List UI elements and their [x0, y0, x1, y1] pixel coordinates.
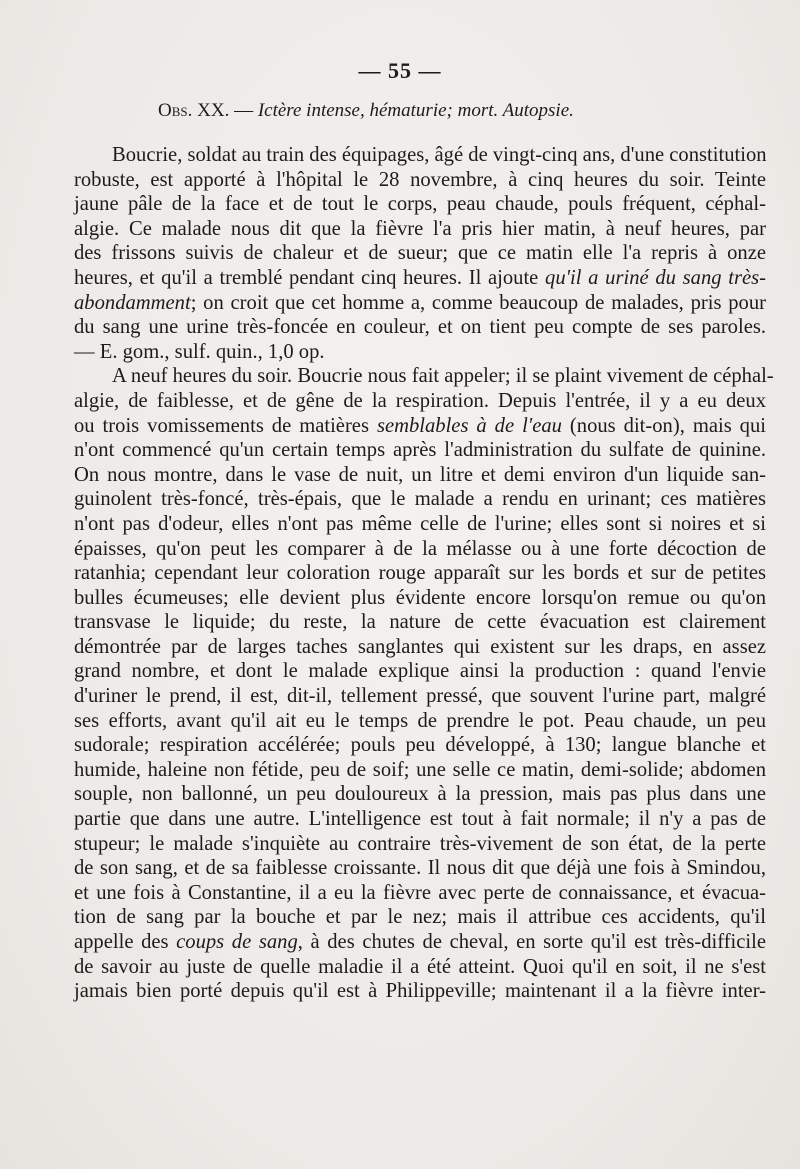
text-line: grand nombre, et dont le malade explique ainsi la production : quand l'envie — [74, 660, 766, 683]
text-line: tion de sang par la bouche et par le nez; mais il attribue ces accidents, qu'il — [74, 906, 766, 929]
text-line: souple, non ballonné, un peu douloureux à la pression, mais pas plus dans une — [74, 783, 766, 806]
text-line: abondamment; on croit que cet homme a, comme beaucoup de malades, pris pour — [74, 291, 766, 314]
observation-label: Obs. XX. — — [158, 100, 254, 121]
text-line: guinolent très-foncé, très-épais, que le malade a rendu en urinant; ces matières — [74, 488, 766, 511]
observation-heading — [158, 100, 574, 122]
text-line: ses efforts, avant qu'il ait eu le temps de prendre le pot. Peau chaude, un peu — [74, 709, 766, 732]
text-line: robuste, est apporté à l'hôpital le 28 novembre, à cinq heures du soir. Teinte — [74, 168, 766, 191]
text-line: algie. Ce malade nous dit que la fièvre l'a pris hier matin, à neuf heures, par — [74, 217, 766, 240]
body-text — [74, 143, 774, 1004]
text-line: et une fois à Constantine, il a eu la fièvre avec perte de connaissance, et évacua- — [74, 881, 766, 904]
text-line: partie que dans une autre. L'intelligence est tout à fait normale; il n'y a pas de — [74, 808, 766, 831]
text-line: A neuf heures du soir. Boucrie nous fait appeler; il se plaint vivement de céphal- — [112, 365, 774, 388]
text-line: Boucrie, soldat au train des équipages, âgé de vingt-cinq ans, d'une constitution — [112, 144, 767, 166]
paragraph — [74, 364, 774, 1003]
text-line: ou trois vomissements de matières semblables à de l'eau (nous dit-on), mais qui — [74, 414, 766, 437]
paragraph — [74, 143, 766, 364]
text-line: — E. gom., sulf. quin., 1,0 op. — [74, 340, 325, 363]
text-line: des frissons suivis de chaleur et de sueur; que ce matin elle l'a repris à onze — [74, 242, 766, 265]
text-line: jaune pâle de la face et de tout le corps, peau chaude, pouls fréquent, céphal- — [74, 193, 766, 216]
text-line: épaisses, qu'on peut les comparer à de la mélasse ou à une forte décoction de — [74, 537, 766, 560]
text-line: de savoir au juste de quelle maladie il a été atteint. Quoi qu'il en soit, il ne s'est — [74, 955, 766, 978]
text-line: de son sang, et de sa faiblesse croissante. Il nous dit que déjà une fois à Smindou, — [74, 857, 766, 880]
text-line: ratanhia; cependant leur coloration rouge apparaît sur les bords et sur de petites — [74, 562, 766, 585]
text-line: démontrée par de larges taches sanglantes qui existent sur les draps, en assez — [74, 635, 766, 658]
text-line: sudorale; respiration accélérée; pouls peu développé, à 130; langue blanche et — [74, 734, 766, 757]
text-line: transvase le liquide; du reste, la nature de cette évacuation est clairement — [74, 611, 766, 634]
text-line: humide, haleine non fétide, peu de soif; une selle ce matin, demi-solide; abdomen — [74, 758, 766, 781]
observation-title: Ictère intense, hématurie; mort. Autopsie. — [257, 100, 574, 121]
text-line: heures, et qu'il a tremblé pendant cinq heures. Il ajoute qu'il a uriné du sang très- — [74, 266, 767, 289]
text-line: On nous montre, dans le vase de nuit, un litre et demi environ d'un liquide san- — [74, 463, 766, 486]
text-line: stupeur; le malade s'inquiète au contraire très-vivement de son état, de la perte — [74, 832, 766, 855]
text-line: jamais bien porté depuis qu'il est à Philippeville; maintenant il a la fièvre inter- — [74, 980, 766, 1003]
text-line: d'uriner le prend, il est, dit-il, tellement pressé, que souvent l'urine part, malgré — [74, 685, 766, 708]
text-line: bulles écumeuses; elle devient plus évidente encore lorsqu'on remue ou qu'on — [74, 586, 766, 609]
text-line: n'ont commencé qu'un certain temps après l'administration du sulfate de quinine. — [74, 439, 766, 462]
page-number: — 55 — — [358, 58, 442, 83]
text-line: n'ont pas d'odeur, elles n'ont pas même celle de l'urine; elles sont si noires et si — [74, 512, 766, 535]
text-line: algie, de faiblesse, et de gêne de la respiration. Depuis l'entrée, il y a eu deux — [74, 389, 766, 412]
text-line: appelle des coups de sang, à des chutes de cheval, en sorte qu'il est très-difficile — [74, 931, 766, 953]
text-line: du sang une urine très-foncée en couleur, et on tient peu compte de ses paroles. — [74, 316, 766, 339]
